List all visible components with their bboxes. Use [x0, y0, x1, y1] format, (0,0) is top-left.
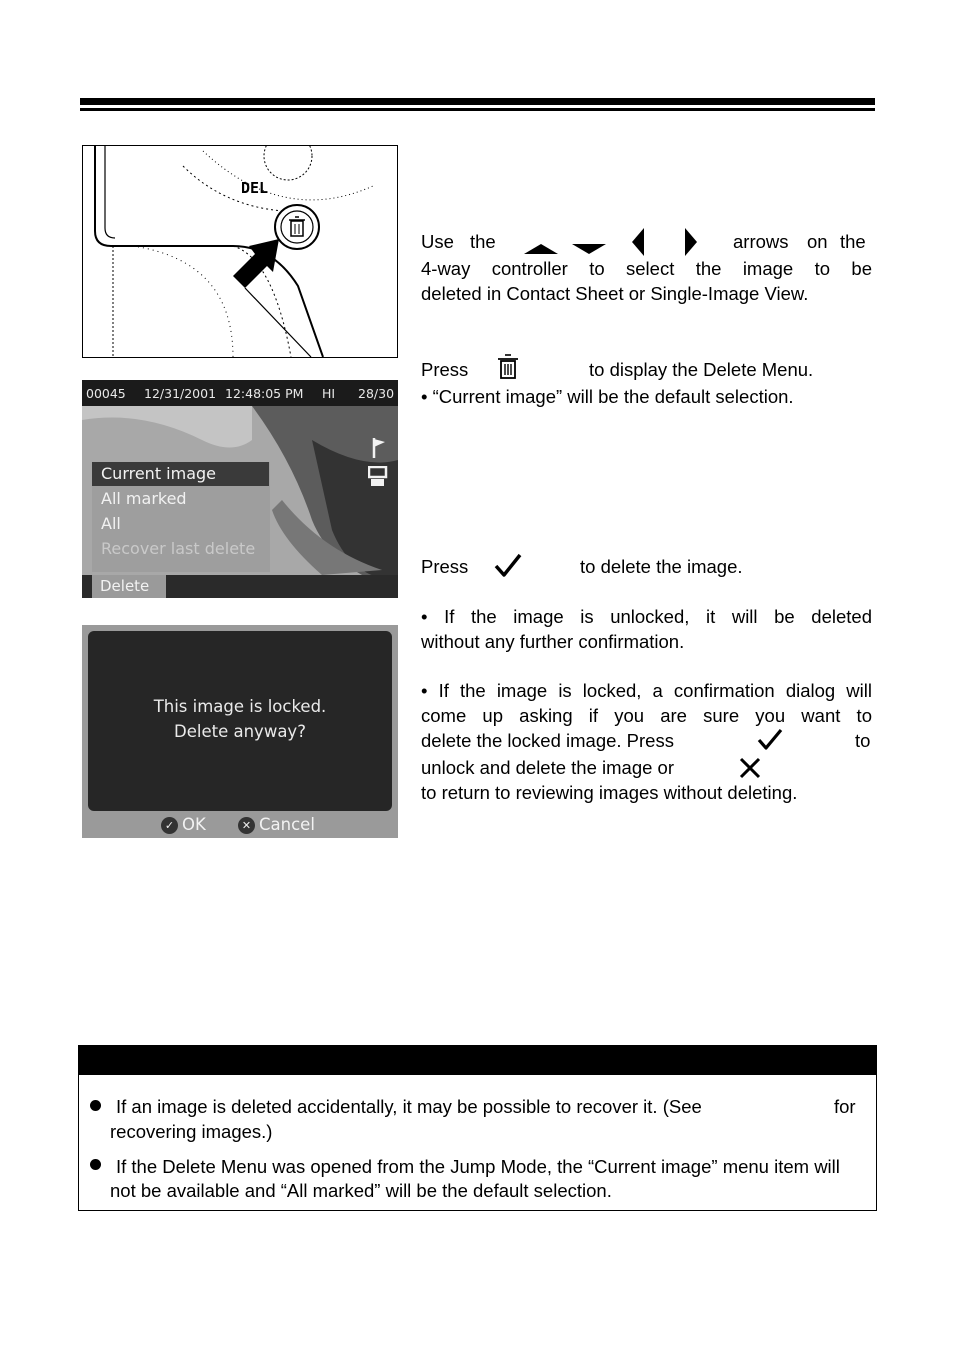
camera-del-button-illustration: [82, 145, 398, 358]
word-arrows: arrows: [733, 231, 789, 252]
note-item-1-line2: recovering images.): [110, 1121, 273, 1142]
date: 12/31/2001: [144, 386, 217, 401]
trash-icon: [497, 354, 519, 385]
bullet-locked-line5: to return to reviewing images without deleting.: [421, 782, 798, 803]
status-bar: [82, 380, 398, 406]
trash-icon: [289, 217, 305, 236]
note-item-2: If the Delete Menu was opened from the Jump Mode, the “Current image” menu item will not be available and “All marked” will be the default selection.: [110, 1156, 840, 1201]
image-count: 28/30: [358, 386, 395, 401]
step3-press: Press: [421, 556, 469, 577]
word-the: the: [470, 231, 496, 252]
quality: HI: [322, 386, 336, 401]
locked-confirmation-dialog: [82, 625, 398, 838]
step1-line2: 4-way controller to select the image to be: [421, 258, 872, 279]
word-the-2: the: [840, 231, 866, 252]
note-item-1-line1: [110, 1095, 859, 1119]
delete-menu-screen: [82, 380, 398, 598]
step1-line1: [421, 231, 872, 257]
cancel-button[interactable]: [238, 815, 315, 834]
right-arrow-icon: [685, 228, 697, 261]
menu-item-recover-last-delete[interactable]: Recover last delete: [101, 539, 256, 558]
up-arrow-icon: [524, 237, 558, 259]
delete-menu: [92, 462, 270, 572]
menu-item-current-image[interactable]: Current image: [92, 462, 269, 486]
ok-button[interactable]: [161, 815, 206, 834]
header-rule-thin: [80, 108, 875, 111]
note-item-1-text: If an image is deleted accidentally, it may be possible to recover it. (See: [116, 1096, 702, 1117]
menu-item-all[interactable]: All: [101, 514, 121, 533]
bullet-locked-line1: • If the image is locked, a confirmation dialog will: [421, 680, 872, 701]
bullet-unlocked-line1: • If the image is unlocked, it will be deleted: [421, 606, 872, 627]
frame-number: 00045: [86, 386, 126, 401]
step2-bullet: • “Current image” will be the default selection.: [421, 386, 794, 407]
x-icon: ✕: [238, 817, 255, 834]
del-label: DEL: [241, 179, 269, 197]
menu-item-all-marked[interactable]: All marked: [101, 489, 187, 508]
check-icon: [494, 553, 522, 584]
step1-line3: deleted in Contact Sheet or Single-Image View.: [421, 283, 809, 304]
dialog-message-line2: Delete anyway?: [174, 722, 306, 741]
delete-tab: Delete: [92, 575, 166, 598]
bullet-unlocked-line2: without any further confirmation.: [421, 631, 685, 652]
note-item-1-for: for: [834, 1096, 856, 1117]
bullet-locked-line2: come up asking if you are sure you want to: [421, 705, 872, 726]
step2-text: to display the Delete Menu.: [589, 359, 814, 380]
cancel-label: Cancel: [259, 815, 315, 834]
bullet-locked-line3b: to: [855, 730, 871, 751]
bullet-icon: [90, 1159, 101, 1170]
note-header-bar: [78, 1045, 877, 1075]
x-icon: [739, 757, 761, 784]
step2-press: Press: [421, 359, 469, 380]
ok-label: OK: [182, 815, 206, 834]
dialog-message-line1: This image is locked.: [153, 697, 327, 716]
bullet-locked-line3a: delete the locked image. Press: [421, 730, 674, 751]
down-arrow-icon: [572, 237, 606, 259]
flag-icon: [372, 438, 386, 456]
check-icon: ✓: [161, 817, 178, 834]
print-icon: [368, 466, 388, 488]
word-on: on: [807, 231, 828, 252]
step3-text: to delete the image.: [580, 556, 743, 577]
bullet-locked-line4: unlock and delete the image or: [421, 757, 675, 778]
dialog-box: [88, 631, 392, 811]
time: 12:48:05 PM: [225, 386, 304, 401]
left-arrow-icon: [632, 228, 644, 261]
check-icon: [757, 728, 783, 757]
header-rule-thick: [80, 98, 875, 105]
word-use: Use: [421, 231, 454, 252]
bullet-icon: [90, 1100, 101, 1111]
